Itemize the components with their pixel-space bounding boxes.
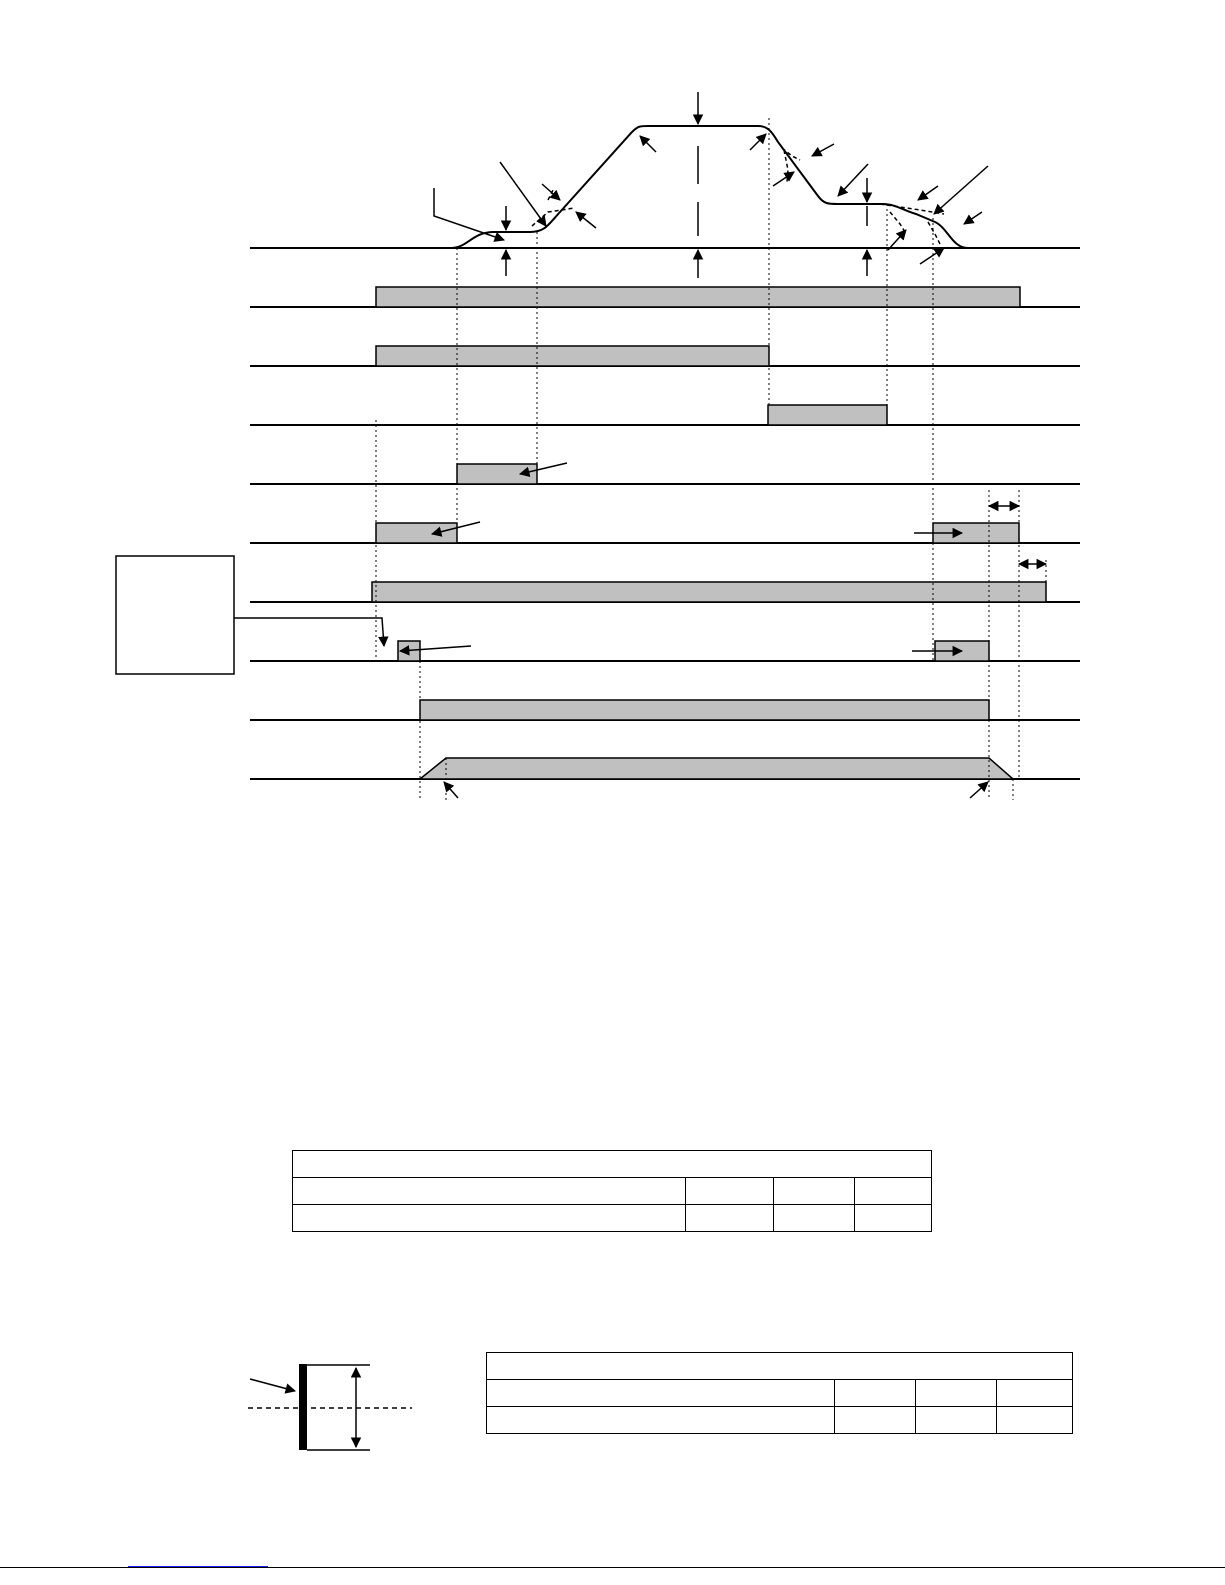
table-cell: [774, 1178, 855, 1205]
footer-rule: [0, 1567, 1225, 1568]
leader-start: [500, 162, 546, 226]
leader-stop-1: [918, 186, 938, 200]
bracket-diagram: [248, 1364, 412, 1450]
timing-guides: [376, 118, 1046, 800]
table-1: [292, 1150, 932, 1232]
table-cell: [774, 1205, 855, 1232]
leader-stop-5: [920, 248, 944, 264]
leader-note-box: [234, 618, 384, 646]
leader-accel-top: [640, 136, 656, 152]
leader-stop-2: [934, 166, 988, 214]
table-1-title-cell: [293, 1151, 932, 1178]
table-cell: [997, 1380, 1073, 1407]
leader-decel-2: [773, 172, 794, 186]
table-row: [487, 1380, 1073, 1407]
speed-dimension: [506, 92, 867, 278]
table-row: [487, 1407, 1073, 1434]
signal-bar-5a: [376, 523, 457, 543]
table-cell: [293, 1205, 686, 1232]
table-2-title-cell: [487, 1353, 1073, 1380]
signal-bar-9: [420, 758, 1013, 779]
speed-profile-dash-7: [928, 222, 940, 244]
table-cell: [686, 1205, 774, 1232]
signal-bar-8: [420, 700, 989, 720]
speed-profile-curve: [452, 126, 968, 248]
leader-ramp-down: [970, 782, 988, 798]
table-2-title-row: [487, 1353, 1073, 1380]
signal-bar-3: [768, 405, 887, 425]
table-row: [293, 1178, 932, 1205]
bracket-bar: [299, 1364, 307, 1450]
table-cell: [686, 1178, 774, 1205]
signal-bar-2: [376, 346, 769, 366]
table-cell: [855, 1205, 932, 1232]
speed-profile-dash-6: [890, 212, 905, 232]
speed-profile: [452, 126, 968, 248]
signal-bar-6: [372, 582, 1046, 602]
table-cell: [487, 1380, 835, 1407]
table-1-title-row: [293, 1151, 932, 1178]
table-cell: [835, 1407, 916, 1434]
signal-bar-4: [457, 464, 537, 484]
leader-stop-3: [964, 212, 982, 224]
leader-decel-1: [812, 144, 834, 156]
table-cell: [835, 1380, 916, 1407]
table-cell: [997, 1407, 1073, 1434]
leader-arrows: [234, 134, 1046, 798]
table-2: [486, 1352, 1073, 1434]
table-cell: [293, 1178, 686, 1205]
speed-profile-dash-1: [532, 208, 574, 226]
bracket-leader-arrow: [250, 1379, 295, 1391]
table-cell: [916, 1407, 997, 1434]
table-cell: [916, 1380, 997, 1407]
leader-decel-start: [750, 134, 766, 150]
table-row: [293, 1205, 932, 1232]
table-cell: [855, 1178, 932, 1205]
signal-bar-1: [376, 287, 1020, 307]
note-box: [116, 556, 234, 674]
table-cell: [487, 1407, 835, 1434]
leader-level: [838, 164, 868, 196]
leader-accel-1: [542, 184, 560, 200]
footer-link-underline[interactable]: [128, 1566, 268, 1567]
leader-accel-2: [576, 212, 596, 228]
